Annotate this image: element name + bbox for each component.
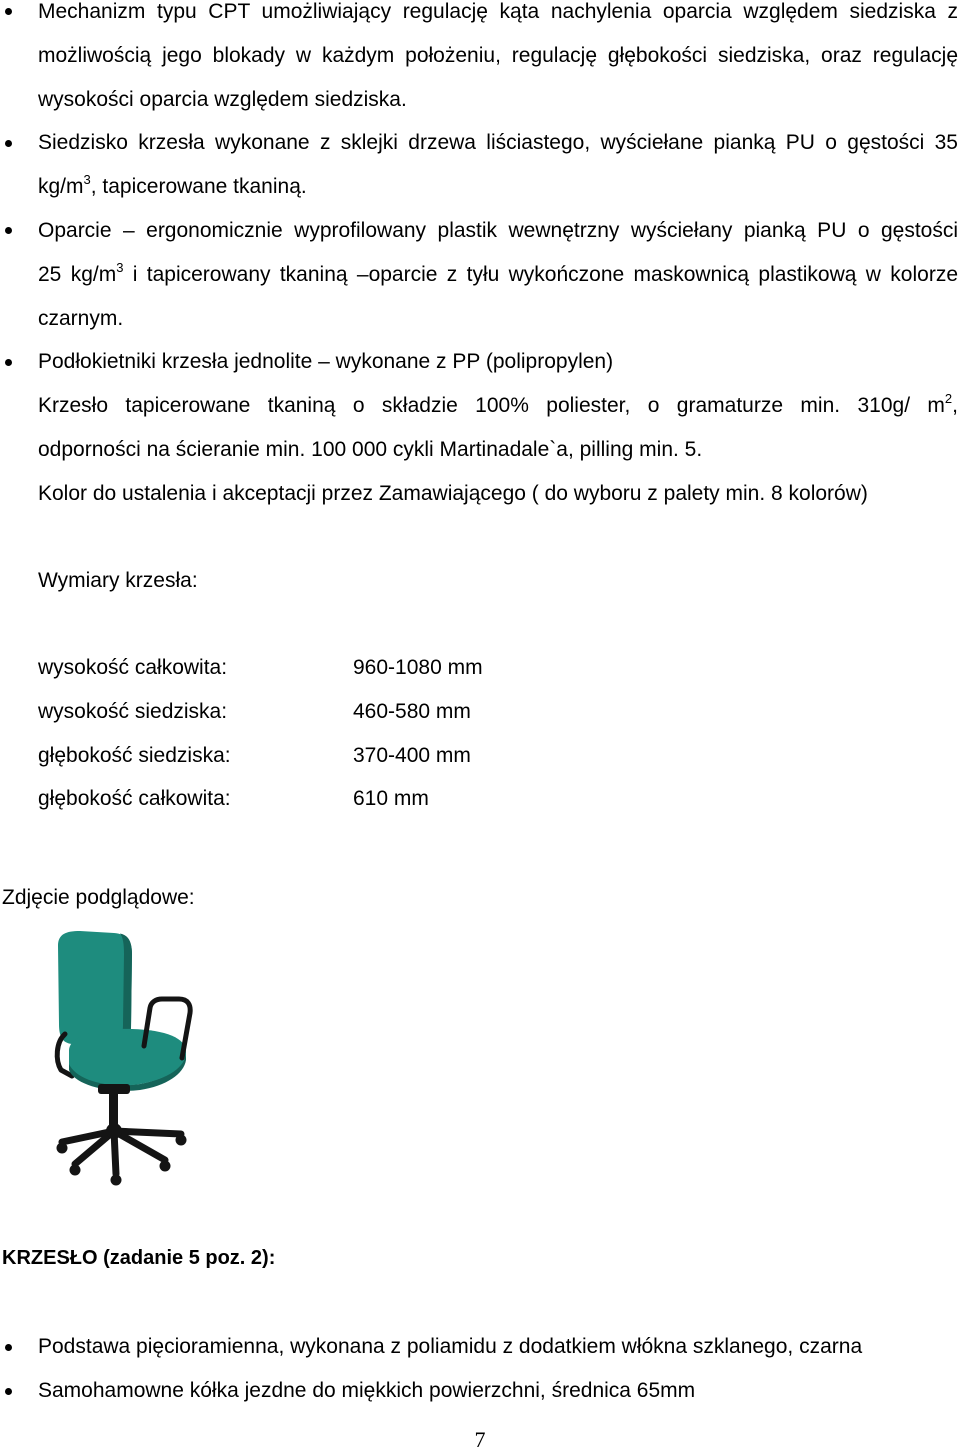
text-segment: , tapicerowane tkaniną.	[90, 175, 307, 199]
bullet-icon	[5, 8, 12, 15]
chair-base-hub	[106, 1123, 122, 1139]
page-number: 7	[474, 1427, 486, 1451]
text-line: Podstawa pięcioramienna, wykonana z poliamidu z dodatkiem włókna szklanego, czarna	[38, 1335, 863, 1358]
dimension-label: głębokość całkowita:	[38, 787, 231, 811]
dimension-row	[0, 690, 958, 734]
preview-heading: Zdjęcie podglądowe:	[2, 886, 195, 910]
text-line: czarnym.	[38, 306, 124, 330]
chair-caster	[57, 1143, 68, 1154]
text-segment: Krzesło tapicerowane tkaniną o składzie 100% poliester, o gramaturze min. 310g/ m	[38, 394, 945, 418]
chair-base	[57, 1123, 187, 1186]
text-segment: kg/m	[38, 175, 84, 199]
text-line: Oparcie – ergonomicznie wyprofilowany plastik wewnętrzny wyściełany pianką PU o gęstości	[38, 218, 958, 242]
dimension-label: głębokość siedziska:	[38, 743, 231, 767]
chair-caster	[111, 1175, 122, 1186]
bullet-icon	[5, 227, 12, 234]
text-line	[38, 384, 958, 428]
text-line: Kolor do ustalenia i akceptacji przez Zamawiającego ( do wyboru z palety min. 8 kolorów)	[38, 481, 868, 505]
chair-backrest	[58, 931, 132, 1046]
dimension-value: 460-580 mm	[353, 699, 471, 723]
section-list	[0, 1325, 958, 1413]
dimension-row	[0, 777, 958, 821]
dimension-value: 370-400 mm	[353, 743, 471, 767]
bullet-icon	[5, 140, 12, 147]
dimension-row	[0, 734, 958, 778]
dimensions-heading: Wymiary krzesła:	[38, 569, 198, 593]
text-line	[38, 253, 958, 297]
dimension-value: 960-1080 mm	[353, 656, 483, 680]
fabric-paragraph	[0, 384, 958, 472]
text-segment: ,	[952, 394, 958, 418]
chair-caster	[176, 1135, 187, 1146]
dimension-row	[0, 646, 958, 690]
superscript: 3	[116, 259, 124, 275]
chair-caster	[160, 1161, 171, 1172]
chair-base-leg	[114, 1131, 181, 1134]
list-item	[0, 340, 958, 384]
dimension-label: wysokość całkowita:	[38, 656, 228, 680]
color-note-paragraph	[0, 472, 958, 516]
text-segment: 25 kg/m	[38, 262, 117, 286]
chair-preview-image	[48, 924, 196, 1190]
list-item	[0, 209, 958, 340]
text-line: możliwością jego blokady w każdym położeniu, regulację głębokości siedziska, oraz regulację	[38, 43, 958, 67]
text-line: Siedzisko krzesła wykonane z sklejki drzewa liściastego, wyściełane pianką PU o gęstości 35	[38, 131, 958, 155]
text-line: odporności na ścieranie min. 100 000 cykli Martinadale`a, pilling min. 5.	[38, 437, 703, 461]
section-heading: KRZESŁO (zadanie 5 poz. 2):	[2, 1247, 276, 1270]
spec-block	[0, 0, 958, 516]
list-item	[0, 1369, 958, 1413]
bullet-icon	[5, 1388, 12, 1395]
bullet-icon	[5, 1344, 12, 1351]
text-line: Mechanizm typu CPT umożliwiający regulację kąta nachylenia oparcia względem siedziska z	[38, 0, 958, 23]
superscript: 3	[83, 172, 91, 188]
dimensions-table	[0, 646, 958, 821]
text-line: Podłokietniki krzesła jednolite – wykonane z PP (polipropylen)	[38, 350, 614, 374]
text-line: wysokości oparcia względem siedziska.	[38, 87, 407, 111]
bullet-icon	[5, 359, 12, 366]
superscript: 2	[944, 391, 953, 407]
text-segment: i tapicerowany tkaniną –oparcie z tyłu wykończone maskownicą plastikową w kolorze	[123, 262, 958, 286]
chair-caster	[70, 1165, 81, 1176]
list-item	[0, 121, 958, 209]
list-item	[0, 1325, 958, 1369]
text-line	[38, 165, 958, 209]
list-item	[0, 0, 958, 121]
text-line: Samohamowne kółka jezdne do miękkich powierzchni, średnica 65mm	[38, 1379, 696, 1402]
dimension-label: wysokość siedziska:	[38, 699, 228, 723]
dimension-value: 610 mm	[353, 787, 429, 811]
